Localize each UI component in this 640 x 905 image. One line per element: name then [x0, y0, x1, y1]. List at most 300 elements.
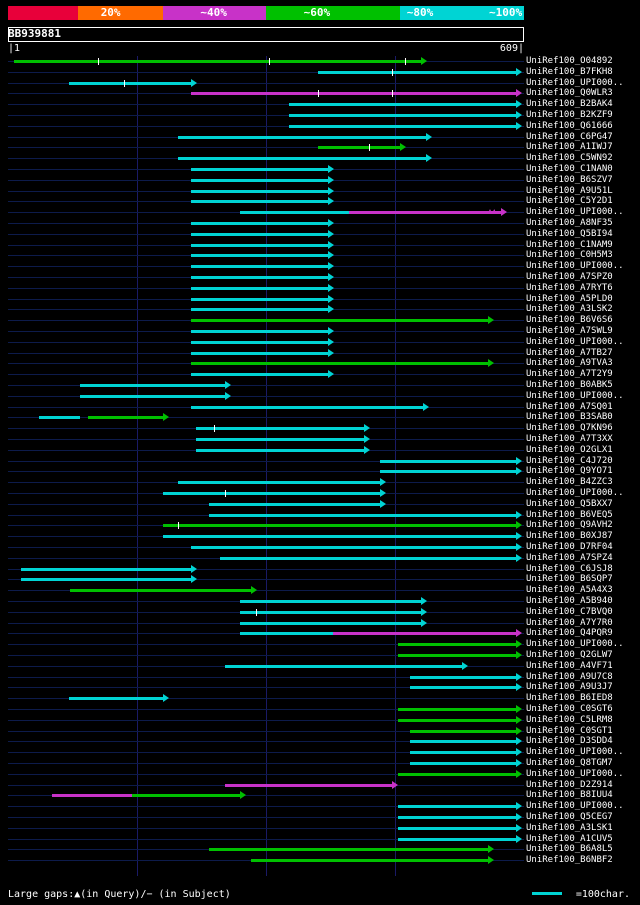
hit-row[interactable] — [0, 726, 640, 737]
strand-arrow-icon — [426, 154, 432, 162]
alignment-bar[interactable] — [80, 395, 224, 398]
hit-label[interactable]: UniRef100_Q61666 — [526, 120, 613, 131]
hit-row[interactable] — [0, 272, 640, 283]
alignment-bar[interactable] — [163, 492, 380, 495]
hit-label[interactable]: UniRef100_A9U7C8 — [526, 671, 613, 682]
strand-arrow-icon — [328, 327, 334, 335]
hit-row[interactable] — [0, 304, 640, 315]
hit-label[interactable]: UniRef100_A7SPZ0 — [526, 272, 613, 282]
strand-arrow-icon — [380, 500, 386, 508]
ruler-end-label: 609| — [499, 43, 524, 54]
strand-arrow-icon — [364, 424, 370, 432]
large-gap-marker: ▲▲ — [487, 207, 497, 216]
hit-label[interactable]: UniRef100_A3LSK1 — [526, 822, 613, 833]
hit-row[interactable] — [0, 229, 640, 240]
hit-row[interactable] — [0, 553, 640, 564]
hit-row[interactable] — [0, 337, 640, 348]
segment-tick — [269, 58, 270, 65]
hit-label[interactable]: UniRef100_C1NAM9 — [526, 239, 613, 250]
alignment-bar[interactable] — [289, 103, 516, 106]
alignment-bar[interactable] — [240, 632, 333, 635]
alignment-bar[interactable] — [191, 265, 328, 268]
hit-label[interactable]: UniRef100_C5WN92 — [526, 153, 613, 164]
hit-label[interactable]: UniRef100_C6JSJ8 — [526, 563, 613, 574]
hit-row[interactable] — [0, 423, 640, 434]
alignment-bar[interactable] — [196, 438, 364, 441]
alignment-bar[interactable] — [380, 470, 517, 473]
segment-tick — [392, 69, 393, 76]
strand-arrow-icon — [328, 284, 334, 292]
alignment-bar[interactable] — [196, 427, 364, 430]
strand-arrow-icon — [328, 251, 334, 259]
hit-row[interactable] — [0, 607, 640, 618]
strand-arrow-icon — [501, 208, 507, 216]
hit-label[interactable]: UniRef100_A7SPZ4 — [526, 552, 613, 563]
strand-arrow-icon — [516, 111, 522, 119]
hit-label[interactable]: UniRef100_Q2GLW7 — [526, 650, 613, 660]
hit-row[interactable] — [0, 207, 640, 218]
strand-arrow-icon — [516, 457, 522, 465]
strand-arrow-icon — [516, 835, 522, 843]
alignment-bar[interactable] — [220, 557, 517, 560]
hit-row[interactable] — [0, 412, 640, 423]
segment-tick — [369, 144, 370, 151]
hit-row[interactable] — [0, 380, 640, 391]
hit-label[interactable]: UniRef100_UPI000.. — [526, 801, 624, 812]
hit-row[interactable] — [0, 402, 640, 413]
hit-label[interactable]: UniRef100_Q7KN96 — [526, 423, 613, 434]
hit-label[interactable]: UniRef100_A7T2Y9 — [526, 369, 613, 380]
hit-label[interactable]: UniRef100_A7TB27 — [526, 347, 613, 358]
alignment-bar[interactable] — [191, 168, 328, 171]
alignment-bar[interactable] — [196, 449, 364, 452]
hit-label[interactable]: UniRef100_Q8TGM7 — [526, 758, 613, 768]
hit-label[interactable]: UniRef100_A5PLD0 — [526, 293, 613, 304]
hit-label[interactable]: UniRef100_UPI000.. — [526, 639, 624, 650]
hit-row[interactable] — [0, 99, 640, 110]
strand-arrow-icon — [328, 241, 334, 249]
hit-label[interactable]: UniRef100_A9TVA3 — [526, 358, 613, 369]
hit-label[interactable]: UniRef100_B3SAB0 — [526, 412, 613, 423]
alignment-bar[interactable] — [88, 416, 163, 419]
scale-segment — [266, 6, 400, 20]
hit-label[interactable]: UniRef100_A8NF35 — [526, 218, 613, 228]
hit-label[interactable]: UniRef100_Q5BI94 — [526, 228, 613, 239]
strand-arrow-icon — [516, 511, 522, 519]
hit-row[interactable] — [0, 499, 640, 510]
hit-row[interactable] — [0, 801, 640, 812]
alignment-bar[interactable] — [318, 71, 517, 74]
hit-label[interactable]: UniRef100_Q4PQR9 — [526, 628, 613, 639]
hit-label[interactable]: UniRef100_B7FKH8 — [526, 66, 613, 77]
alignment-bar[interactable] — [191, 406, 423, 409]
hit-label[interactable]: UniRef100_D3SDD4 — [526, 736, 613, 747]
alignment-bar[interactable] — [21, 568, 191, 571]
strand-arrow-icon — [516, 759, 522, 767]
hit-row[interactable] — [0, 812, 640, 823]
hit-row[interactable] — [0, 715, 640, 726]
hit-label[interactable]: UniRef100_UPI000.. — [526, 390, 624, 401]
alignment-bar[interactable] — [410, 676, 516, 679]
strand-arrow-icon — [328, 219, 334, 227]
hit-row[interactable] — [0, 456, 640, 467]
hit-row[interactable] — [0, 628, 640, 639]
alignment-bar[interactable] — [21, 578, 191, 581]
hit-row[interactable] — [0, 855, 640, 866]
hit-label[interactable]: UniRef100_UPI000.. — [526, 747, 624, 758]
hit-label[interactable]: UniRef100_UPI000.. — [526, 488, 624, 498]
hit-row[interactable] — [0, 132, 640, 143]
hit-label[interactable]: UniRef100_B6A8L5 — [526, 844, 613, 855]
alignment-bar[interactable] — [132, 794, 240, 797]
alignment-bar[interactable] — [191, 352, 328, 355]
hit-label[interactable]: UniRef100_UPI000.. — [526, 77, 624, 88]
identity-color-scale — [8, 6, 524, 20]
alignment-bar[interactable] — [163, 535, 516, 538]
hit-row[interactable] — [0, 736, 640, 747]
strand-arrow-icon — [516, 532, 522, 540]
hit-row[interactable] — [0, 78, 640, 89]
segment-tick — [392, 90, 393, 97]
hit-label[interactable]: UniRef100_D2Z914 — [526, 779, 613, 790]
alignment-bar[interactable] — [398, 827, 517, 830]
hit-row[interactable] — [0, 67, 640, 78]
strand-arrow-icon — [380, 489, 386, 497]
strand-arrow-icon — [380, 478, 386, 486]
strand-arrow-icon — [163, 694, 169, 702]
alignment-bar[interactable] — [178, 481, 379, 484]
segment-tick — [256, 609, 257, 616]
alignment-bar[interactable] — [70, 589, 251, 592]
strand-arrow-icon — [328, 197, 334, 205]
strand-arrow-icon — [516, 737, 522, 745]
strand-arrow-icon — [423, 403, 429, 411]
hit-row[interactable] — [0, 88, 640, 99]
alignment-bar[interactable] — [398, 654, 517, 657]
hit-row[interactable] — [0, 261, 640, 272]
alignment-bar[interactable] — [240, 211, 348, 214]
hit-label[interactable]: UniRef100_C0SGT1 — [526, 725, 613, 736]
hit-row[interactable] — [0, 510, 640, 521]
alignment-bar[interactable] — [14, 60, 421, 63]
hit-label[interactable]: UniRef100_B8IUU4 — [526, 790, 613, 801]
strand-arrow-icon — [191, 565, 197, 573]
hit-label[interactable]: UniRef100_UPI000.. — [526, 207, 624, 218]
alignment-bar[interactable] — [251, 859, 488, 862]
hit-row[interactable] — [0, 488, 640, 499]
hit-label[interactable]: UniRef100_B2KZF9 — [526, 110, 613, 120]
hit-label[interactable]: UniRef100_B6IED8 — [526, 693, 613, 704]
scale-legend-bar — [532, 892, 562, 895]
hit-label[interactable]: UniRef100_B0XJ87 — [526, 531, 613, 542]
scale-label: ~60% — [303, 6, 331, 19]
footer — [0, 881, 640, 905]
alignment-bar[interactable] — [191, 179, 328, 182]
hit-row[interactable] — [0, 747, 640, 758]
alignment-bar[interactable] — [209, 848, 488, 851]
alignment-bar[interactable] — [410, 751, 516, 754]
hit-row[interactable] — [0, 283, 640, 294]
hit-label[interactable]: UniRef100_Q9YO71 — [526, 466, 613, 477]
hit-label[interactable]: UniRef100_A3LSK2 — [526, 304, 613, 315]
alignment-bar[interactable] — [80, 384, 224, 387]
segment-tick — [405, 58, 406, 65]
hit-row[interactable] — [0, 682, 640, 693]
hit-row[interactable] — [0, 240, 640, 251]
alignment-bar[interactable] — [398, 708, 517, 711]
alignment-bar[interactable] — [398, 773, 517, 776]
alignment-bar[interactable] — [191, 362, 488, 365]
strand-arrow-icon — [516, 100, 522, 108]
hit-row[interactable] — [0, 121, 640, 132]
alignment-bar[interactable] — [69, 82, 191, 85]
alignment-bar[interactable] — [289, 125, 516, 128]
hit-label[interactable]: UniRef100_C0H5M3 — [526, 250, 613, 261]
hit-label[interactable]: UniRef100_A5A4X3 — [526, 585, 613, 596]
hit-row[interactable] — [0, 823, 640, 834]
alignment-bar[interactable] — [225, 665, 462, 668]
strand-arrow-icon — [516, 705, 522, 713]
alignment-bar[interactable] — [209, 514, 516, 517]
strand-arrow-icon — [488, 359, 494, 367]
hit-label[interactable]: UniRef100_A9U51L — [526, 185, 613, 196]
hit-alignment-area — [0, 56, 640, 876]
hit-row[interactable] — [0, 369, 640, 380]
hit-label[interactable]: UniRef100_UPI000.. — [526, 768, 624, 779]
alignment-bar[interactable] — [410, 730, 516, 733]
alignment-bar[interactable] — [191, 276, 328, 279]
hit-label[interactable]: UniRef100_UPI000.. — [526, 261, 624, 272]
hit-label[interactable]: UniRef100_Q5CEG7 — [526, 812, 613, 822]
hit-row[interactable] — [0, 110, 640, 121]
alignment-bar[interactable] — [410, 762, 516, 765]
alignment-bar[interactable] — [39, 416, 80, 419]
query-name: BB939881 — [8, 27, 61, 40]
segment-tick — [225, 490, 226, 497]
hit-row[interactable] — [0, 672, 640, 683]
hit-label[interactable]: UniRef100_A4VF71 — [526, 660, 613, 671]
alignment-bar[interactable] — [333, 632, 516, 635]
strand-arrow-icon — [516, 122, 522, 130]
hit-row[interactable] — [0, 574, 640, 585]
hit-label[interactable]: UniRef100_O04892 — [526, 56, 613, 66]
hit-row[interactable] — [0, 175, 640, 186]
hit-row[interactable] — [0, 769, 640, 780]
strand-arrow-icon — [421, 608, 427, 616]
alignment-bar[interactable] — [52, 794, 132, 797]
hit-label[interactable]: UniRef100_C0SGT6 — [526, 704, 613, 714]
hit-label[interactable]: UniRef100_C5Y2D1 — [526, 196, 613, 207]
segment-tick — [124, 80, 125, 87]
hit-label[interactable]: UniRef100_A7T3XX — [526, 434, 613, 444]
strand-arrow-icon — [516, 651, 522, 659]
hit-label[interactable]: UniRef100_Q9AVH2 — [526, 520, 613, 531]
hit-label[interactable]: UniRef100_UPI000.. — [526, 336, 624, 347]
alignment-bar[interactable] — [191, 200, 328, 203]
strand-arrow-icon — [516, 802, 522, 810]
hit-row[interactable] — [0, 56, 640, 67]
strand-arrow-icon — [328, 305, 334, 313]
segment-tick — [214, 425, 215, 432]
alignment-bar[interactable] — [191, 341, 328, 344]
strand-arrow-icon — [516, 467, 522, 475]
hit-label[interactable]: UniRef100_C6PG47 — [526, 131, 613, 142]
hit-row[interactable] — [0, 326, 640, 337]
alignment-bar[interactable] — [191, 298, 328, 301]
strand-arrow-icon — [328, 176, 334, 184]
alignment-bar[interactable] — [398, 643, 517, 646]
hit-row[interactable] — [0, 250, 640, 261]
alignment-bar[interactable] — [191, 233, 328, 236]
hit-row[interactable] — [0, 218, 640, 229]
alignment-bar[interactable] — [178, 157, 426, 160]
alignment-bar[interactable] — [69, 697, 163, 700]
scale-segment — [8, 6, 78, 20]
hit-label[interactable]: UniRef100_Q0WLR3 — [526, 88, 613, 99]
strand-arrow-icon — [516, 543, 522, 551]
hit-label[interactable]: UniRef100_A1CUV5 — [526, 833, 613, 844]
hit-label[interactable]: UniRef100_A7SQ01 — [526, 401, 613, 412]
hit-row[interactable] — [0, 693, 640, 704]
hit-row[interactable] — [0, 294, 640, 305]
strand-arrow-icon — [516, 716, 522, 724]
alignment-bar[interactable] — [240, 600, 421, 603]
hit-label[interactable]: UniRef100_B6SQP7 — [526, 574, 613, 585]
alignment-bar[interactable] — [289, 114, 516, 117]
hit-row[interactable] — [0, 466, 640, 477]
alignment-bar[interactable] — [191, 254, 328, 257]
hit-label[interactable]: UniRef100_B0ABK5 — [526, 380, 613, 390]
alignment-bar[interactable] — [163, 524, 516, 527]
alignment-bar[interactable] — [410, 740, 516, 743]
hit-row[interactable] — [0, 153, 640, 164]
query-track-box — [8, 27, 524, 42]
alignment-bar[interactable] — [191, 287, 328, 290]
hit-label[interactable]: UniRef100_Q5BXX7 — [526, 498, 613, 509]
strand-arrow-icon — [364, 446, 370, 454]
strand-arrow-icon — [516, 521, 522, 529]
strand-arrow-icon — [516, 89, 522, 97]
alignment-bar[interactable] — [398, 838, 517, 841]
hit-label[interactable]: UniRef100_A1IWJ7 — [526, 142, 613, 153]
hit-label[interactable]: UniRef100_C4J720 — [526, 455, 613, 466]
strand-arrow-icon — [516, 683, 522, 691]
hit-row[interactable] — [0, 596, 640, 607]
alignment-bar[interactable] — [380, 460, 517, 463]
alignment-bar[interactable] — [410, 686, 516, 689]
strand-arrow-icon — [328, 295, 334, 303]
strand-arrow-icon — [328, 370, 334, 378]
alignment-bar[interactable] — [191, 373, 328, 376]
alignment-bar[interactable] — [225, 784, 393, 787]
hit-label[interactable]: UniRef100_B6VEQ5 — [526, 509, 613, 520]
hit-row[interactable] — [0, 348, 640, 359]
alignment-bar[interactable] — [191, 190, 328, 193]
scale-label: 20% — [100, 6, 121, 19]
hit-label[interactable]: UniRef100_A9U3J7 — [526, 682, 613, 693]
hit-label[interactable]: UniRef100_A7SWL9 — [526, 326, 613, 336]
strand-arrow-icon — [516, 824, 522, 832]
alignment-bar[interactable] — [398, 805, 517, 808]
alignment-bar[interactable] — [398, 719, 517, 722]
hit-row[interactable] — [0, 196, 640, 207]
hit-label[interactable]: UniRef100_B6NBF2 — [526, 855, 613, 866]
hit-row[interactable] — [0, 639, 640, 650]
hit-row[interactable] — [0, 661, 640, 672]
strand-arrow-icon — [328, 338, 334, 346]
alignment-bar[interactable] — [240, 622, 421, 625]
hit-label[interactable]: UniRef100_C5LRM8 — [526, 714, 613, 725]
hit-label[interactable]: UniRef100_B4ZZC3 — [526, 477, 613, 488]
hit-label[interactable]: UniRef100_C7BVQ0 — [526, 606, 613, 617]
strand-arrow-icon — [163, 413, 169, 421]
hit-label[interactable]: UniRef100_A7RYT6 — [526, 282, 613, 293]
hit-row[interactable] — [0, 391, 640, 402]
hit-row[interactable] — [0, 834, 640, 845]
large-gaps-note: Large gaps:▲(in Query)/− (in Subject) — [8, 889, 231, 900]
alignment-bar[interactable] — [191, 330, 328, 333]
hit-label[interactable]: UniRef100_B6V6S6 — [526, 315, 613, 326]
alignment-bar[interactable] — [240, 611, 421, 614]
alignment-bar[interactable] — [191, 92, 516, 95]
alignment-bar[interactable] — [209, 503, 379, 506]
hit-row[interactable] — [0, 758, 640, 769]
hit-row[interactable] — [0, 650, 640, 661]
hit-row[interactable] — [0, 531, 640, 542]
alignment-bar[interactable] — [191, 546, 516, 549]
hit-row[interactable] — [0, 564, 640, 575]
hit-label[interactable]: UniRef100_A7Y7R0 — [526, 617, 613, 628]
hit-label[interactable]: UniRef100_D7RF04 — [526, 542, 613, 552]
hit-row[interactable] — [0, 142, 640, 153]
hit-row[interactable] — [0, 445, 640, 456]
hit-row[interactable] — [0, 585, 640, 596]
hit-row[interactable] — [0, 520, 640, 531]
hit-row[interactable] — [0, 542, 640, 553]
hit-label[interactable]: UniRef100_C1NAN0 — [526, 164, 613, 174]
hit-row[interactable] — [0, 844, 640, 855]
alignment-bar[interactable] — [191, 308, 328, 311]
alignment-bar[interactable] — [191, 244, 328, 247]
hit-row[interactable] — [0, 477, 640, 488]
alignment-bar[interactable] — [349, 211, 501, 214]
strand-arrow-icon — [191, 79, 197, 87]
hit-row[interactable] — [0, 434, 640, 445]
hit-row[interactable] — [0, 186, 640, 197]
alignment-bar[interactable] — [398, 816, 517, 819]
strand-arrow-icon — [421, 57, 427, 65]
hit-row[interactable] — [0, 780, 640, 791]
hit-label[interactable]: UniRef100_A5B940 — [526, 596, 613, 606]
hit-row[interactable] — [0, 315, 640, 326]
hit-row[interactable] — [0, 790, 640, 801]
alignment-bar[interactable] — [191, 319, 488, 322]
hit-label[interactable]: UniRef100_B2BAK4 — [526, 99, 613, 110]
alignment-bar[interactable] — [191, 222, 328, 225]
hit-row[interactable] — [0, 164, 640, 175]
alignment-bar[interactable] — [178, 136, 426, 139]
hit-row[interactable] — [0, 618, 640, 629]
hit-label[interactable]: UniRef100_O2GLX1 — [526, 444, 613, 455]
strand-arrow-icon — [251, 586, 257, 594]
hit-label[interactable]: UniRef100_B6SZV7 — [526, 174, 613, 185]
scale-label: ~100% — [489, 6, 523, 19]
strand-arrow-icon — [488, 845, 494, 853]
hit-row[interactable] — [0, 358, 640, 369]
hit-row[interactable] — [0, 704, 640, 715]
alignment-bar[interactable] — [318, 146, 401, 149]
strand-arrow-icon — [240, 791, 246, 799]
